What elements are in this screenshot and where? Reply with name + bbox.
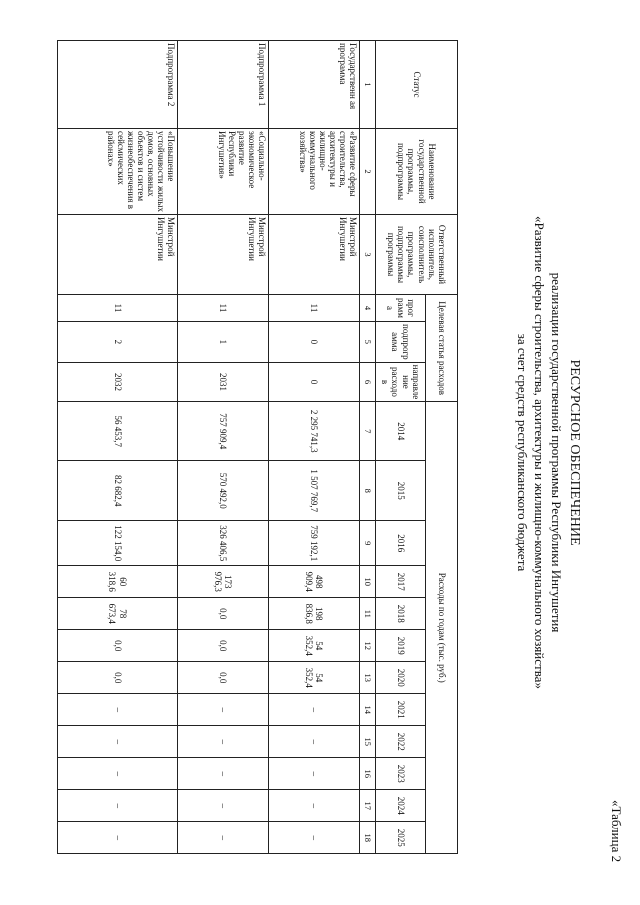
column-number: 15 xyxy=(360,726,376,758)
row-value-2018: 0,0 xyxy=(178,598,269,630)
column-number: 13 xyxy=(360,662,376,694)
row-value-2017: 60 318,6 xyxy=(58,566,178,598)
row-subprogram-code: 2 xyxy=(58,322,178,363)
header-executor: Ответственный исполнитель, соисполнитель программы, подпрограммы программы xyxy=(376,215,458,295)
year-header: 2020 xyxy=(376,662,426,694)
column-number: 7 xyxy=(360,402,376,461)
column-number: 6 xyxy=(360,362,376,402)
column-number: 9 xyxy=(360,521,376,566)
header-target-group: Целевая статья расходов xyxy=(426,295,458,402)
row-direction-code: 2032 xyxy=(58,362,178,402)
row-name: «Развитие сферы строительства, архитектуры и жилищно-коммунального хозяйства» xyxy=(269,129,360,215)
column-number: 18 xyxy=(360,822,376,854)
header-subprogram: подпрогр амма xyxy=(376,322,426,363)
row-value-2023: – xyxy=(178,758,269,790)
row-value-2019: 54 352,4 xyxy=(269,630,360,662)
row-value-2025: – xyxy=(269,822,360,854)
row-value-2023: – xyxy=(269,758,360,790)
row-name: «Повышение устойчивости жилых домов, основных объектов и систем жизнеобеспечения в сейсмических районах» xyxy=(58,129,178,215)
table-row xyxy=(58,41,178,854)
row-program-code: 11 xyxy=(178,295,269,322)
row-value-2016: 759 192,1 xyxy=(269,521,360,566)
row-status: Подпрограмма 1 xyxy=(178,41,269,129)
row-value-2014: 2 295 741,3 xyxy=(269,402,360,461)
row-value-2022: – xyxy=(58,726,178,758)
row-value-2021: – xyxy=(269,694,360,726)
row-value-2021: – xyxy=(58,694,178,726)
year-header: 2016 xyxy=(376,521,426,566)
row-value-2019: 0,0 xyxy=(58,630,178,662)
year-header: 2017 xyxy=(376,566,426,598)
year-header: 2022 xyxy=(376,726,426,758)
row-value-2023: – xyxy=(58,758,178,790)
document-subtitle-line3: за счет средств республиканского бюджета xyxy=(515,333,530,572)
row-value-2020: 0,0 xyxy=(178,662,269,694)
year-header: 2025 xyxy=(376,822,426,854)
column-number: 12 xyxy=(360,630,376,662)
row-executor: Минстрой Ингушетии xyxy=(58,215,178,295)
row-value-2019: 0,0 xyxy=(178,630,269,662)
row-program-code: 11 xyxy=(269,295,360,322)
row-value-2018: 198 836,8 xyxy=(269,598,360,630)
row-value-2014: 757 909,4 xyxy=(178,402,269,461)
row-executor: Минстрой Ингушетии xyxy=(269,215,360,295)
column-number: 17 xyxy=(360,790,376,822)
column-number: 1 xyxy=(360,41,376,129)
row-value-2015: 570 492,0 xyxy=(178,461,269,521)
row-value-2025: – xyxy=(178,822,269,854)
document-subtitle-line2: «Развитие сферы строительства, архитектуры и жилищно-коммунального хозяйства» xyxy=(532,216,547,689)
row-program-code: 11 xyxy=(58,295,178,322)
table-number-label: «Таблица 2 xyxy=(609,800,624,863)
year-header: 2023 xyxy=(376,758,426,790)
column-number: 14 xyxy=(360,694,376,726)
row-value-2024: – xyxy=(269,790,360,822)
row-value-2015: 1 507 769,7 xyxy=(269,461,360,521)
table-row xyxy=(178,41,269,854)
row-status: Подпрограмма 2 xyxy=(58,41,178,129)
row-status: Государственн ая программа xyxy=(269,41,360,129)
year-header: 2014 xyxy=(376,402,426,461)
row-value-2022: – xyxy=(269,726,360,758)
row-direction-code: 2031 xyxy=(178,362,269,402)
column-number: 11 xyxy=(360,598,376,630)
resource-table xyxy=(57,40,458,854)
column-number: 3 xyxy=(360,215,376,295)
table-row xyxy=(269,41,360,854)
column-number-row xyxy=(360,41,376,854)
row-value-2024: – xyxy=(58,790,178,822)
row-value-2020: 0,0 xyxy=(58,662,178,694)
header-program: прог рамм а xyxy=(376,295,426,322)
row-value-2021: – xyxy=(178,694,269,726)
year-header: 2024 xyxy=(376,790,426,822)
row-value-2018: 78 673,4 xyxy=(58,598,178,630)
row-name: «Социально-экономическое развитие Республики Ингушетия» xyxy=(178,129,269,215)
year-header: 2019 xyxy=(376,630,426,662)
row-value-2017: 173 976,3 xyxy=(178,566,269,598)
row-value-2017: 498 909,4 xyxy=(269,566,360,598)
header-direction: направле ние расходо в xyxy=(376,362,426,402)
row-value-2016: 326 406,5 xyxy=(178,521,269,566)
document-subtitle-line1: реализации государственной программы Республики Ингушетия xyxy=(549,272,564,633)
row-value-2024: – xyxy=(178,790,269,822)
year-header: 2021 xyxy=(376,694,426,726)
row-direction-code: 0 xyxy=(269,362,360,402)
header-expenses-group: Расходы по годам (тыс. руб.) xyxy=(426,402,458,854)
row-value-2014: 56 453,7 xyxy=(58,402,178,461)
header-name: Наименование государственной программы, подпрограммы xyxy=(376,129,458,215)
column-number: 16 xyxy=(360,758,376,790)
row-value-2022: – xyxy=(178,726,269,758)
row-subprogram-code: 0 xyxy=(269,322,360,363)
row-value-2025: – xyxy=(58,822,178,854)
header-status: Статус xyxy=(376,41,458,129)
year-header: 2015 xyxy=(376,461,426,521)
column-number: 10 xyxy=(360,566,376,598)
document-title: РЕСУРСНОЕ ОБЕСПЕЧЕНИЕ xyxy=(567,359,582,546)
column-number: 8 xyxy=(360,461,376,521)
column-number: 2 xyxy=(360,129,376,215)
row-value-2016: 122 154,0 xyxy=(58,521,178,566)
row-value-2015: 82 682,4 xyxy=(58,461,178,521)
row-value-2020: 54 352,4 xyxy=(269,662,360,694)
column-number: 4 xyxy=(360,295,376,322)
row-executor: Минстрой Ингушетии xyxy=(178,215,269,295)
row-subprogram-code: 1 xyxy=(178,322,269,363)
column-number: 5 xyxy=(360,322,376,363)
year-header: 2018 xyxy=(376,598,426,630)
